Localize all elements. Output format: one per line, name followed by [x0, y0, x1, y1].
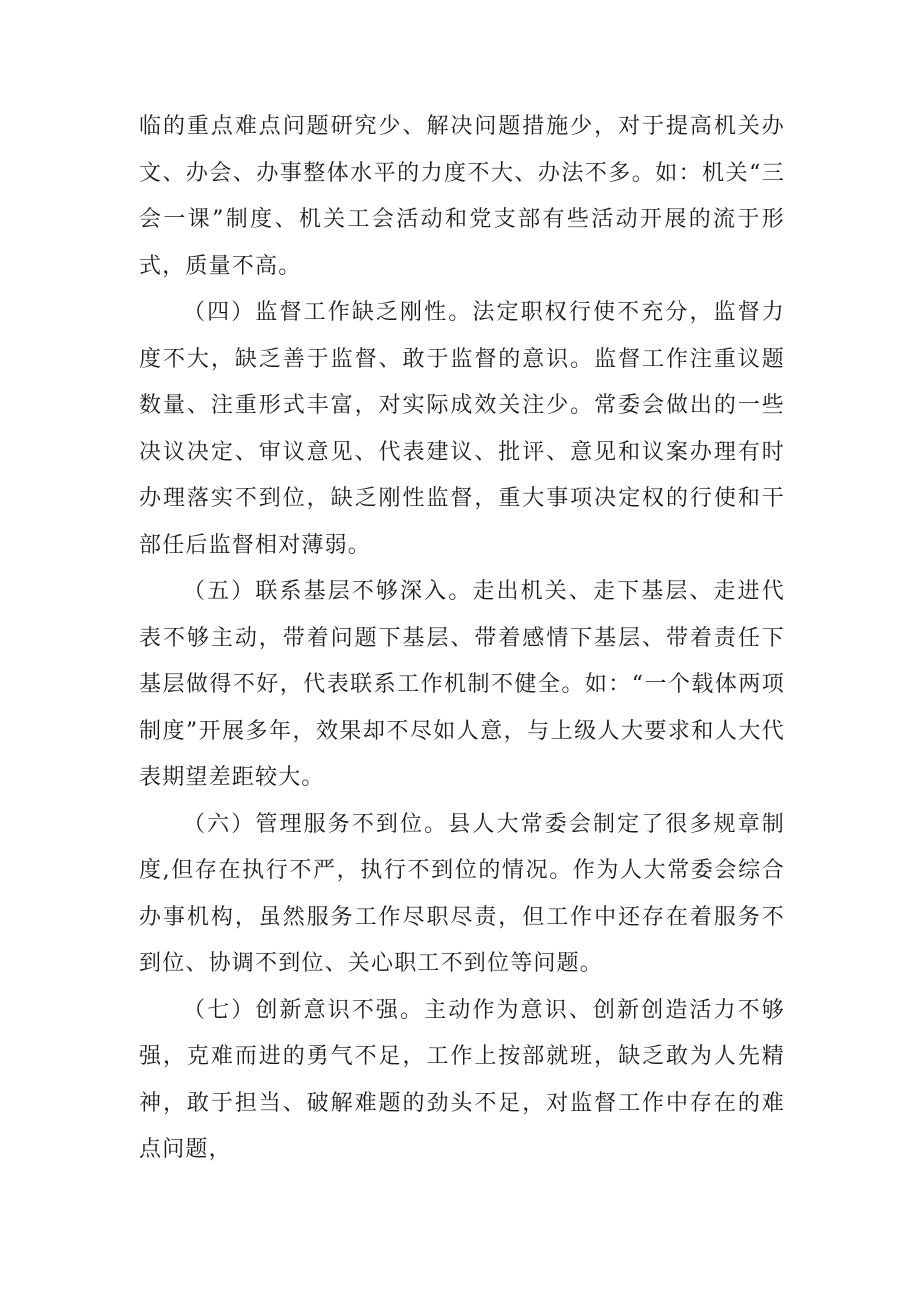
paragraph-section-7: （七）创新意识不强。主动作为意识、创新创造活力不够强，克难而进的勇气不足，工作上按部就班，缺乏敢为人先精神，敢于担当、破解难题的劲头不足，对监督工作中存在的难点问题， [139, 997, 785, 1162]
paragraph-section-6: （六）管理服务不到位。县人大常委会制定了很多规章制度,但存在执行不严，执行不到位的情况。作为人大常委会综合办事机构，虽然服务工作尽职尽责，但工作中还存在着服务不到位、协调不到位、关心职工不到位等问题。 [139, 811, 785, 976]
paragraph-section-5: （五）联系基层不够深入。走出机关、走下基层、走进代表不够主动，带着问题下基层、带着感情下基层、带着责任下基层做得不好，代表联系工作机制不健全。如：“一个载体两项制度”开展多年，效果却不尽如人意，与上级人大要求和人大代表期望差距较大。 [139, 579, 785, 790]
paragraph-section-4: （四）监督工作缺乏刚性。法定职权行使不充分，监督力度不大，缺乏善于监督、敢于监督的意识。监督工作注重议题数量、注重形式丰富，对实际成效关注少。常委会做出的一些决议决定、审议意见、代表建议、批评、意见和议案办理有时办理落实不到位，缺乏刚性监督，重大事项决定权的行使和干部任后监督相对薄弱。 [139, 300, 785, 558]
document-page [139, 104, 785, 1174]
paragraph-continuation: 临的重点难点问题研究少、解决问题措施少，对于提高机关办文、办会、办事整体水平的力度不大、办法不多。如：机关“三会一课”制度、机关工会活动和党支部有些活动开展的流于形式，质量不高。 [139, 114, 785, 279]
